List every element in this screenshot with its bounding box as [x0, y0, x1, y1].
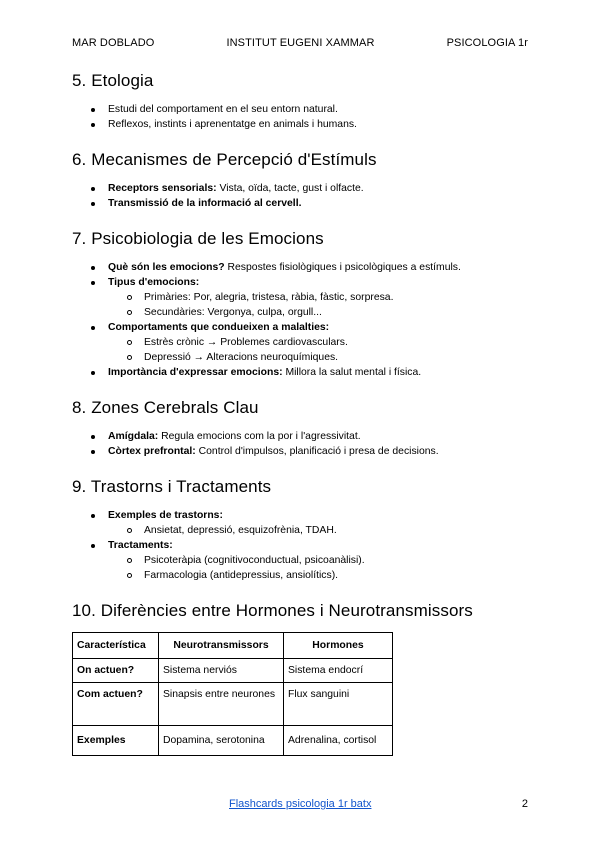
bullet-list [72, 260, 528, 380]
page-number: 2 [521, 798, 528, 810]
section-zones-cerebrals [72, 397, 528, 459]
table-cell: Com actuen? [73, 683, 159, 726]
header-author: MAR DOBLADO [72, 37, 155, 49]
document-body [72, 70, 528, 773]
section-title: 10. Diferències entre Hormones i Neurotransmissors [72, 601, 473, 620]
sub-list-item: Primàries: Por, alegria, tristesa, ràbia, fàstic, sorpresa. [72, 290, 528, 305]
item-term: Transmissió de la informació al cervell. [108, 198, 302, 209]
table-cell: Adrenalina, cortisol [284, 726, 393, 756]
section-percepcio [72, 149, 528, 211]
table-row [73, 726, 393, 756]
item-term: Comportaments que condueixen a malalties: [108, 322, 330, 333]
section-emocions [72, 228, 528, 380]
header-school: INSTITUT EUGENI XAMMAR [226, 37, 375, 49]
item-text: Respostes fisiològiques i psicològiques a estímuls. [224, 262, 461, 273]
sub-list-item: Farmacologia (antidepressius, ansiolítics). [72, 568, 528, 583]
section-hormones-neurotransmissors [72, 600, 528, 756]
table-cell: On actuen? [73, 659, 159, 683]
list-item [72, 260, 528, 275]
item-term: Amígdala: [108, 431, 159, 442]
item-text: Vista, oïda, tacte, gust i olfacte. [216, 183, 364, 194]
sub-list-item: Ansietat, depressió, esquizofrènia, TDAH. [72, 523, 528, 538]
list-item [72, 538, 528, 553]
sub-list-item: Secundàries: Vergonya, culpa, orgull... [72, 305, 528, 320]
section-title: 9. Trastorns i Tractaments [72, 477, 272, 496]
section-title: 8. Zones Cerebrals Clau [72, 398, 259, 417]
bullet-list [72, 429, 528, 459]
sub-list-item: Depressió → Alteracions neuroquímiques. [72, 350, 528, 365]
table-row [73, 659, 393, 683]
item-term: Què són les emocions? [108, 262, 225, 273]
list-item [72, 196, 528, 211]
item-text: Control d'impulsos, planificació i presa de decisions. [195, 446, 439, 457]
table-cell: Dopamina, serotonina [159, 726, 284, 756]
flashcards-link[interactable]: Flashcards psicologia 1r batx [229, 798, 372, 810]
sub-list-item: Psicoteràpia (cognitivoconductual, psicoanàlisi). [72, 553, 528, 568]
item-term: Tractaments: [108, 540, 173, 551]
table-cell: Sistema nerviós [159, 659, 284, 683]
section-etologia [72, 70, 528, 132]
item-term: Exemples de trastorns: [108, 510, 223, 521]
header-subject: PSICOLOGIA 1r [446, 37, 528, 49]
item-text: Millora la salut mental i física. [282, 367, 422, 378]
list-item [72, 508, 528, 523]
list-item: Estudi del comportament en el seu entorn natural. [72, 102, 528, 117]
list-item: Reflexos, instints i aprenentatge en animals i humans. [72, 117, 528, 132]
item-text: Regula emocions com la por i l'agressivitat. [158, 431, 361, 442]
table-header: Neurotransmissors [159, 633, 284, 659]
table-cell: Exemples [73, 726, 159, 756]
list-item [72, 365, 528, 380]
table-cell: Flux sanguini [284, 683, 393, 726]
bullet-list [72, 508, 528, 583]
list-item [72, 275, 528, 290]
table-cell: Sistema endocrí [284, 659, 393, 683]
item-term: Receptors sensorials: [108, 183, 217, 194]
page-header [72, 37, 528, 49]
table-header: Hormones [284, 633, 393, 659]
section-trastorns [72, 476, 528, 583]
section-title: 5. Etologia [72, 71, 154, 90]
list-item [72, 444, 528, 459]
item-term: Còrtex prefrontal: [108, 446, 196, 457]
item-term: Importància d'expressar emocions: [108, 367, 283, 378]
bullet-list [72, 181, 528, 211]
table-cell: Sinapsis entre neurones [159, 683, 284, 726]
section-title: 6. Mecanismes de Percepció d'Estímuls [72, 150, 377, 169]
comparison-table [72, 632, 393, 756]
table-header-row [73, 633, 393, 659]
item-term: Tipus d'emocions: [108, 277, 200, 288]
list-item [72, 181, 528, 196]
list-item [72, 320, 528, 335]
table-row [73, 683, 393, 726]
table-header: Característica [73, 633, 159, 659]
list-item [72, 429, 528, 444]
section-title: 7. Psicobiologia de les Emocions [72, 229, 324, 248]
bullet-list [72, 102, 528, 132]
sub-list-item: Estrès crònic → Problemes cardiovasculars. [72, 335, 528, 350]
